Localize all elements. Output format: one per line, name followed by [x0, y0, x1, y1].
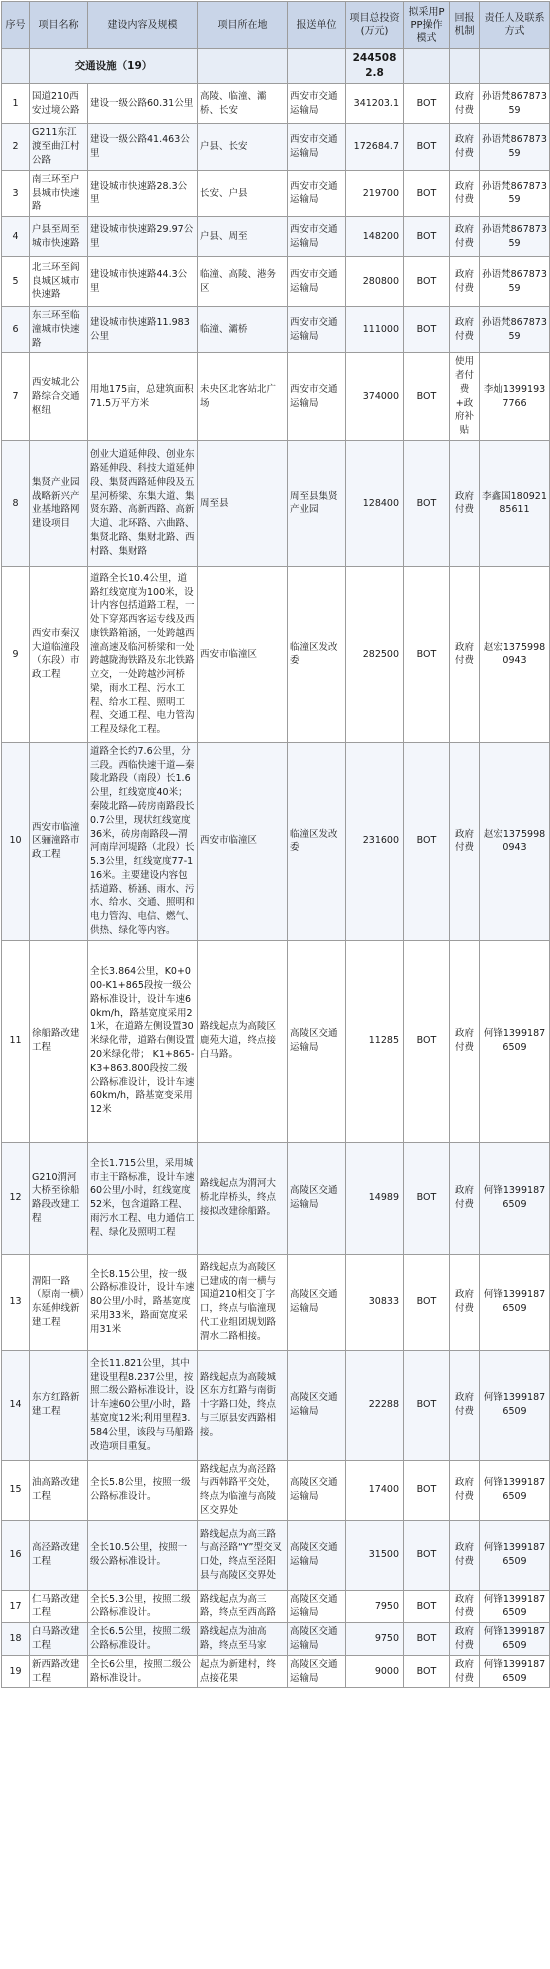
- row-number: 18: [2, 1623, 30, 1656]
- table-row: [2, 566, 550, 742]
- project-location: 路线起点为高三路与高泾路“Y”型交叉口处，终点至泾阳县与高陵区交界处: [198, 1520, 288, 1590]
- project-name: G210渭河大桥至徐船路段改建工程: [30, 1142, 88, 1254]
- table-row: [2, 84, 550, 124]
- category-total: 2445082.8: [346, 49, 404, 84]
- project-location: 路线起点为高陵城区东方红路与南街十字路口处，终点与三原县安西路相接。: [198, 1350, 288, 1460]
- project-name: 新西路改建工程: [30, 1655, 88, 1688]
- reporting-unit: 西安市交通运输局: [288, 170, 346, 216]
- header-invest: 项目总投资(万元): [346, 2, 404, 49]
- project-name: 仁马路改建工程: [30, 1590, 88, 1623]
- total-investment: 9000: [346, 1655, 404, 1688]
- project-content: 全长5.3公里，按照二级公路标准设计。: [88, 1590, 198, 1623]
- reporting-unit: 西安市交通运输局: [288, 257, 346, 307]
- reporting-unit: 临潼区发改委: [288, 566, 346, 742]
- project-content: 建设一级公路41.463公里: [88, 124, 198, 170]
- project-content: 用地175亩，总建筑面积71.5万平方米: [88, 353, 198, 441]
- return-mechanism: 政府付费: [450, 307, 480, 353]
- project-content: 建设城市快速路11.983公里: [88, 307, 198, 353]
- reporting-unit: 西安市交通运输局: [288, 217, 346, 257]
- ppp-mode: BOT: [404, 1460, 450, 1520]
- row-number: 9: [2, 566, 30, 742]
- contact-person: 赵宏13759980943: [480, 742, 550, 940]
- project-name: 白马路改建工程: [30, 1623, 88, 1656]
- row-number: 12: [2, 1142, 30, 1254]
- project-name: 东三环至临潼城市快速路: [30, 307, 88, 353]
- project-content: 道路全长约7.6公里，分三段。西临快速干道—秦陵北路段（南段）长1.6公里，红线宽度40米；秦陵北路—砖房南路段长0.7公里，现状红线宽度36米，砖房南路段—渭河南岸河堤路（北段）长5.3公里，红线宽度77-116米。主要建设内容包括道路、桥涵、雨水、污水、给水、交通、照明和电力管沟、电信、燃气、供热、绿化等内容。: [88, 742, 198, 940]
- return-mechanism: 政府付费: [450, 257, 480, 307]
- row-number: 3: [2, 170, 30, 216]
- ppp-mode: BOT: [404, 217, 450, 257]
- table-row: [2, 1254, 550, 1350]
- project-name: 西安市临潼区骊潼路市政工程: [30, 742, 88, 940]
- ppp-mode: BOT: [404, 1254, 450, 1350]
- project-content: 建设城市快速路44.3公里: [88, 257, 198, 307]
- project-location: 路线起点为高泾路与西韩路平交处，终点为临潼与高陵区交界处: [198, 1460, 288, 1520]
- project-location: 路线起点为油高路，终点至马家: [198, 1623, 288, 1656]
- row-number: 11: [2, 940, 30, 1142]
- reporting-unit: 西安市交通运输局: [288, 307, 346, 353]
- header-contact: 责任人及联系方式: [480, 2, 550, 49]
- table-row: [2, 124, 550, 170]
- project-location: 户县、周至: [198, 217, 288, 257]
- ppp-mode: BOT: [404, 124, 450, 170]
- contact-person: 何锋13991876509: [480, 1590, 550, 1623]
- return-mechanism: 政府付费: [450, 440, 480, 566]
- reporting-unit: 高陵区交通运输局: [288, 1350, 346, 1460]
- project-content: 建设一级公路60.31公里: [88, 84, 198, 124]
- contact-person: 何锋13991876509: [480, 1350, 550, 1460]
- project-location: 户县、长安: [198, 124, 288, 170]
- header-mode: 拟采用PPP操作模式: [404, 2, 450, 49]
- ppp-projects-table: [1, 1, 550, 1688]
- project-location: 未央区北客站北广场: [198, 353, 288, 441]
- return-mechanism: 政府付费: [450, 1520, 480, 1590]
- reporting-unit: 高陵区交通运输局: [288, 1623, 346, 1656]
- reporting-unit: 高陵区交通运输局: [288, 1142, 346, 1254]
- table-row: [2, 1623, 550, 1656]
- reporting-unit: 高陵区交通运输局: [288, 1655, 346, 1688]
- contact-person: 赵宏13759980943: [480, 566, 550, 742]
- row-number: 17: [2, 1590, 30, 1623]
- return-mechanism: 政府付费: [450, 940, 480, 1142]
- row-number: 8: [2, 440, 30, 566]
- header-return: 回报机制: [450, 2, 480, 49]
- ppp-mode: BOT: [404, 940, 450, 1142]
- table-row: [2, 1350, 550, 1460]
- total-investment: 11285: [346, 940, 404, 1142]
- return-mechanism: 政府付费: [450, 742, 480, 940]
- total-investment: 282500: [346, 566, 404, 742]
- ppp-mode: BOT: [404, 1623, 450, 1656]
- total-investment: 17400: [346, 1460, 404, 1520]
- ppp-mode: BOT: [404, 1350, 450, 1460]
- project-name: 集贤产业园战略新兴产业基地路网建设项目: [30, 440, 88, 566]
- table-row: [2, 1655, 550, 1688]
- total-investment: 31500: [346, 1520, 404, 1590]
- project-location: 临潼、灞桥: [198, 307, 288, 353]
- ppp-mode: BOT: [404, 440, 450, 566]
- reporting-unit: 高陵区交通运输局: [288, 1590, 346, 1623]
- row-number: 7: [2, 353, 30, 441]
- project-location: 西安市临潼区: [198, 566, 288, 742]
- return-mechanism: 政府付费: [450, 217, 480, 257]
- total-investment: 148200: [346, 217, 404, 257]
- project-name: 高泾路改建工程: [30, 1520, 88, 1590]
- total-investment: 7950: [346, 1590, 404, 1623]
- header-no: 序号: [2, 2, 30, 49]
- reporting-unit: 高陵区交通运输局: [288, 940, 346, 1142]
- project-location: 路线起点为高陵区鹿苑大道，终点接白马路。: [198, 940, 288, 1142]
- total-investment: 280800: [346, 257, 404, 307]
- project-name: 南三环至户县城市快速路: [30, 170, 88, 216]
- row-number: 2: [2, 124, 30, 170]
- row-number: 16: [2, 1520, 30, 1590]
- category-name: 交通设施（19）: [30, 49, 198, 84]
- row-number: 14: [2, 1350, 30, 1460]
- row-number: 6: [2, 307, 30, 353]
- contact-person: 李灿13991937766: [480, 353, 550, 441]
- contact-person: 何锋13991876509: [480, 1655, 550, 1688]
- project-content: 建设城市快速路29.97公里: [88, 217, 198, 257]
- project-content: 全长5.8公里，按照一级公路标准设计。: [88, 1460, 198, 1520]
- reporting-unit: 西安市交通运输局: [288, 353, 346, 441]
- project-content: 全长10.5公里，按照一级公路标准设计。: [88, 1520, 198, 1590]
- total-investment: 128400: [346, 440, 404, 566]
- project-location: 临潼、高陵、港务区: [198, 257, 288, 307]
- total-investment: 22288: [346, 1350, 404, 1460]
- ppp-mode: BOT: [404, 84, 450, 124]
- project-name: 徐船路改建工程: [30, 940, 88, 1142]
- contact-person: 何锋13991876509: [480, 1623, 550, 1656]
- return-mechanism: 政府付费: [450, 566, 480, 742]
- return-mechanism: 政府付费: [450, 1655, 480, 1688]
- contact-person: 孙语梵86787359: [480, 124, 550, 170]
- row-number: 15: [2, 1460, 30, 1520]
- table-header: [2, 2, 550, 49]
- total-investment: 9750: [346, 1623, 404, 1656]
- project-location: 起点为新建村，终点接花果: [198, 1655, 288, 1688]
- ppp-mode: BOT: [404, 1520, 450, 1590]
- contact-person: 何锋13991876509: [480, 940, 550, 1142]
- return-mechanism: 政府付费: [450, 1254, 480, 1350]
- ppp-mode: BOT: [404, 742, 450, 940]
- ppp-mode: BOT: [404, 566, 450, 742]
- reporting-unit: 西安市交通运输局: [288, 124, 346, 170]
- table-row: [2, 440, 550, 566]
- return-mechanism: 政府付费: [450, 1460, 480, 1520]
- contact-person: 何锋13991876509: [480, 1520, 550, 1590]
- project-content: 全长1.715公里，采用城市主干路标准，设计车速60公里/小时，红线宽度52米，包含道路工程、雨污水工程、电力通信工程、绿化及照明工程: [88, 1142, 198, 1254]
- total-investment: 219700: [346, 170, 404, 216]
- total-investment: 111000: [346, 307, 404, 353]
- contact-person: 何锋13991876509: [480, 1460, 550, 1520]
- project-name: G211东江渡至曲江村公路: [30, 124, 88, 170]
- header-location: 项目所在地: [198, 2, 288, 49]
- project-content: 全长3.864公里，K0+000-K1+865段按一级公路标准设计，设计车速60km/h，路基宽度采用21米，在道路左侧设置30米绿化带，道路右侧设置20米绿化带； K1+865-K3+863.800段按二级公路标准设计，设计车速60km/h，路基宽变采用12米: [88, 940, 198, 1142]
- table-row: [2, 1520, 550, 1590]
- total-investment: 172684.7: [346, 124, 404, 170]
- project-name: 户县至周至城市快速路: [30, 217, 88, 257]
- total-investment: 231600: [346, 742, 404, 940]
- row-number: 1: [2, 84, 30, 124]
- row-number: 19: [2, 1655, 30, 1688]
- ppp-mode: BOT: [404, 1590, 450, 1623]
- contact-person: 李鑫国18092185611: [480, 440, 550, 566]
- project-name: 西安城北公路综合交通枢纽: [30, 353, 88, 441]
- ppp-mode: BOT: [404, 257, 450, 307]
- project-content: 全长6.5公里，按照二级公路标准设计。: [88, 1623, 198, 1656]
- project-location: 周至县: [198, 440, 288, 566]
- table-row: [2, 940, 550, 1142]
- project-content: 全长11.821公里，其中建设里程8.237公里，按照二级公路标准设计，设计车速60公里/小时，路基宽度12米;利用里程3.584公里，该段与马船路改造项目重复。: [88, 1350, 198, 1460]
- row-number: 4: [2, 217, 30, 257]
- return-mechanism: 政府付费: [450, 170, 480, 216]
- project-content: 创业大道延伸段、创业东路延伸段、科技大道延伸段、集贤西路延伸段及五星河桥梁、东集大道、集贤东路、高新西路、高新大道、北环路、六曲路、集贤北路、集财北路、西村路、集财路: [88, 440, 198, 566]
- ppp-mode: BOT: [404, 170, 450, 216]
- project-location: 长安、户县: [198, 170, 288, 216]
- header-content: 建设内容及规模: [88, 2, 198, 49]
- contact-person: 孙语梵86787359: [480, 217, 550, 257]
- project-name: 国道210西安过境公路: [30, 84, 88, 124]
- project-location: 高陵、临潼、灞桥、长安: [198, 84, 288, 124]
- total-investment: 30833: [346, 1254, 404, 1350]
- reporting-unit: 临潼区发改委: [288, 742, 346, 940]
- project-content: 全长8.15公里，按一级公路标准设计，设计车速80公里/小时，路基宽度采用33米，路面宽度采用31米: [88, 1254, 198, 1350]
- table-row: [2, 257, 550, 307]
- table-row: [2, 170, 550, 216]
- contact-person: 孙语梵86787359: [480, 170, 550, 216]
- contact-person: 孙语梵86787359: [480, 84, 550, 124]
- contact-person: 孙语梵86787359: [480, 257, 550, 307]
- table-row: [2, 1460, 550, 1520]
- project-location: 西安市临潼区: [198, 742, 288, 940]
- return-mechanism: 政府付费: [450, 1623, 480, 1656]
- project-name: 北三环至阎良城区城市快速路: [30, 257, 88, 307]
- header-name: 项目名称: [30, 2, 88, 49]
- total-investment: 374000: [346, 353, 404, 441]
- ppp-mode: BOT: [404, 1142, 450, 1254]
- table-row: [2, 217, 550, 257]
- project-name: 渭阳一路（原南一横）东延伸线新建工程: [30, 1254, 88, 1350]
- project-location: 路线起点为高三路，终点至西高路: [198, 1590, 288, 1623]
- reporting-unit: 高陵区交通运输局: [288, 1254, 346, 1350]
- contact-person: 何锋13991876509: [480, 1254, 550, 1350]
- row-number: 10: [2, 742, 30, 940]
- row-number: 13: [2, 1254, 30, 1350]
- project-location: 路线起点为高陵区已建成的南一横与国道210相交丁字口，终点与临潼现代工业组团规划路渭水二路相接。: [198, 1254, 288, 1350]
- return-mechanism: 使用者付费+政府补贴: [450, 353, 480, 441]
- table-body: [2, 49, 550, 1688]
- project-content: 建设城市快速路28.3公里: [88, 170, 198, 216]
- table-row: [2, 742, 550, 940]
- table-row: [2, 1142, 550, 1254]
- ppp-mode: BOT: [404, 1655, 450, 1688]
- table-row: [2, 1590, 550, 1623]
- reporting-unit: 高陵区交通运输局: [288, 1520, 346, 1590]
- reporting-unit: 西安市交通运输局: [288, 84, 346, 124]
- row-number: 5: [2, 257, 30, 307]
- header-unit: 报送单位: [288, 2, 346, 49]
- ppp-mode: BOT: [404, 307, 450, 353]
- table-row: [2, 307, 550, 353]
- return-mechanism: 政府付费: [450, 1590, 480, 1623]
- return-mechanism: 政府付费: [450, 84, 480, 124]
- category-row: [2, 49, 550, 84]
- return-mechanism: 政府付费: [450, 124, 480, 170]
- contact-person: 何锋13991876509: [480, 1142, 550, 1254]
- reporting-unit: 周至县集贤产业园: [288, 440, 346, 566]
- ppp-mode: BOT: [404, 353, 450, 441]
- project-content: 道路全长10.4公里，道路红线宽度为100米，设计内容包括道路工程，一处下穿郑西客运专线及西康铁路箱涵，一处跨越西潼高速及临河桥梁和一处跨越陇海铁路及东北铁路立交，一处跨越沙河桥梁，雨水工程、污水工程、给水工程、照明工程、交通工程、电力管沟工程及绿化工程。: [88, 566, 198, 742]
- reporting-unit: 高陵区交通运输局: [288, 1460, 346, 1520]
- project-name: 东方红路新建工程: [30, 1350, 88, 1460]
- project-content: 全长6公里，按照二级公路标准设计。: [88, 1655, 198, 1688]
- project-location: 路线起点为渭河大桥北岸桥头，终点接拟改建徐船路。: [198, 1142, 288, 1254]
- total-investment: 341203.1: [346, 84, 404, 124]
- project-name: 油高路改建工程: [30, 1460, 88, 1520]
- return-mechanism: 政府付费: [450, 1142, 480, 1254]
- total-investment: 14989: [346, 1142, 404, 1254]
- project-name: 西安市秦汉大道临潼段（东段）市政工程: [30, 566, 88, 742]
- table-row: [2, 353, 550, 441]
- contact-person: 孙语梵86787359: [480, 307, 550, 353]
- return-mechanism: 政府付费: [450, 1350, 480, 1460]
